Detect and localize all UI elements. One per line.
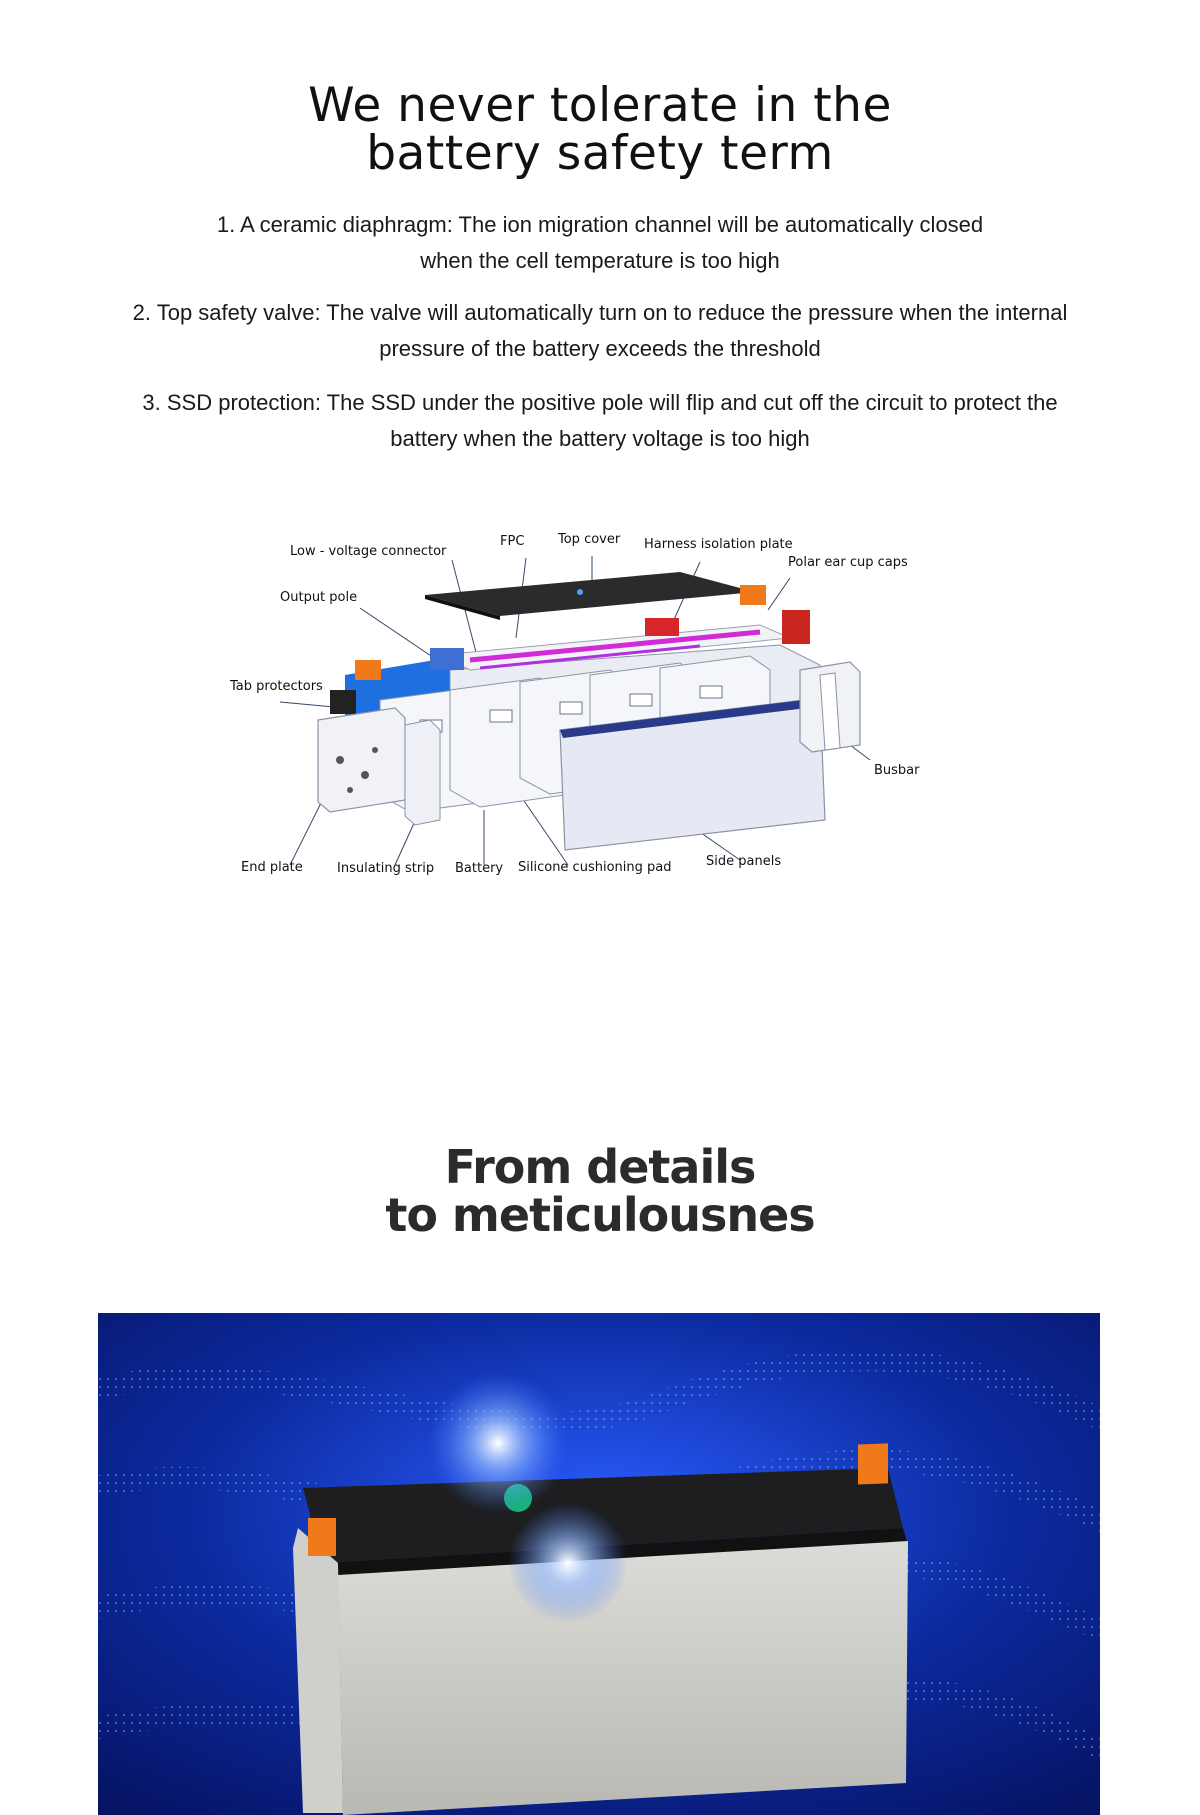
safety-point-2-line2: pressure of the battery exceeds the threshold [379,336,821,361]
safety-heading-line1: We never tolerate in the [308,78,892,133]
safety-heading [0,78,1200,181]
details-heading-line1: From details [444,1140,756,1194]
label-end-plate: End plate [241,860,303,875]
label-top-cover: Top cover [558,532,621,547]
battery-module-exploded-diagram [0,520,1200,900]
tab-protector-cap [355,660,381,680]
label-tab-protectors: Tab protectors [230,679,323,694]
product-banner [98,1313,1100,1815]
battery-module-photo [293,1443,908,1815]
label-busbar: Busbar [874,763,920,778]
label-silicone-cushioning-pad: Silicone cushioning pad [518,860,672,875]
safety-point-1-line1: 1. A ceramic diaphragm: The ion migration channel will be automatically closed [216,212,984,237]
output-pole-cap [645,618,679,636]
label-fpc: FPC [500,534,525,549]
label-battery: Battery [455,861,504,876]
label-harness-isolation-plate: Harness isolation plate [644,537,793,552]
label-polar-ear-cup-caps: Polar ear cup caps [788,555,908,570]
light-flare-center [508,1503,628,1623]
label-insulating-strip: Insulating strip [337,861,435,876]
label-side-panels: Side panels [706,854,782,869]
label-output-pole: Output pole [280,590,358,605]
safety-point-3-line1: 3. SSD protection: The SSD under the positive pole will flip and cut off the circuit to protect the [142,390,1058,415]
safety-point-2 [0,295,1200,367]
safety-point-1-line2: when the cell temperature is too high [420,248,780,273]
safety-heading-line2: battery safety term [366,126,834,181]
safety-point-2-line1: 2. Top safety valve: The valve will automatically turn on to reduce the pressure when the internal [132,300,1068,325]
insulating-strip [405,720,440,825]
safety-point-3 [0,385,1200,457]
light-flare-left [428,1373,568,1513]
end-plate [318,708,405,812]
details-heading [0,1140,1200,1242]
low-voltage-connector [430,648,464,670]
label-low-voltage-connector: Low - voltage connector [290,544,447,559]
tab-protector [330,690,356,714]
details-heading-line2: to meticulousnes [385,1188,815,1242]
safety-point-3-line2: battery when the battery voltage is too high [390,426,810,451]
safety-point-1 [0,207,1200,279]
polar-ear-cup-cap-red [782,610,810,644]
polar-ear-cup-cap-orange [740,585,766,605]
